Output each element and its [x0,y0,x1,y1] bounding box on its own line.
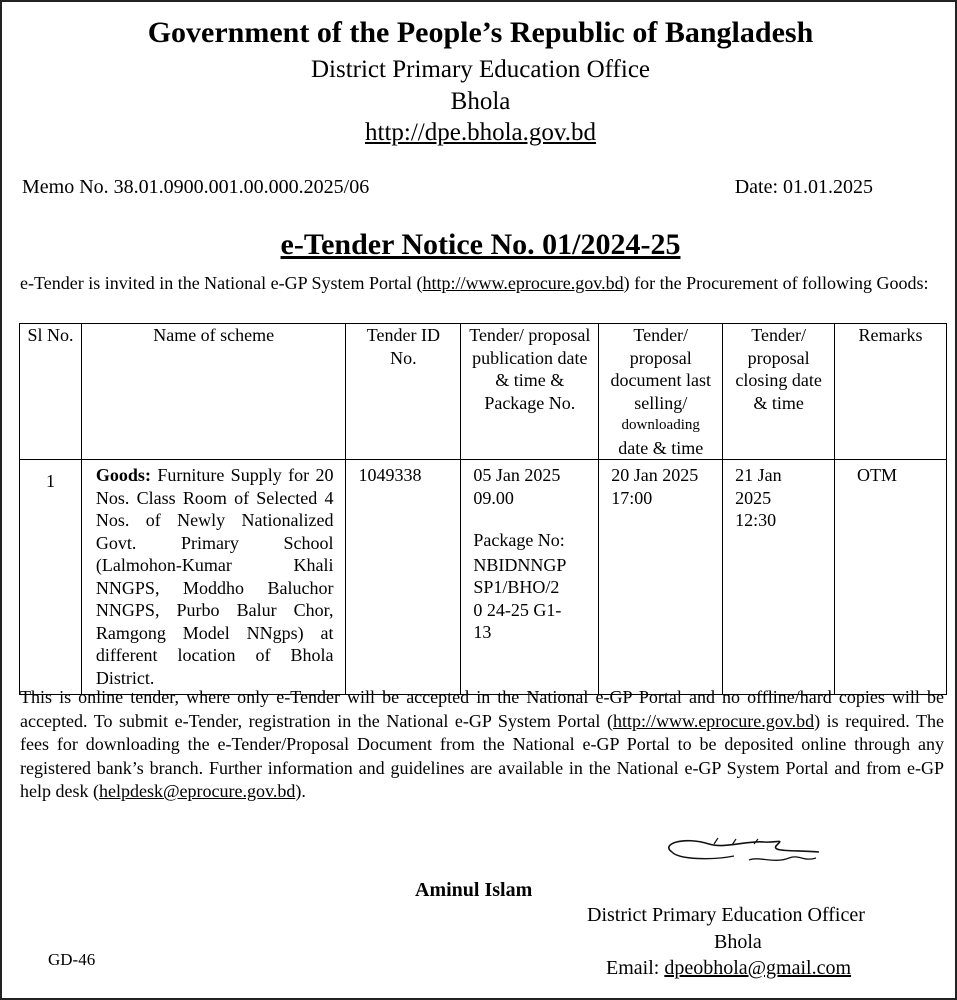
memo-date: Date: 01.01.2025 [734,176,873,198]
cell-closing [723,460,835,695]
intro-text-after: ) for the Procurement of following Goods: [623,273,929,293]
table-header-row [20,324,947,460]
header-selling-b: downloading [621,417,700,433]
package-label: Package No: [473,530,565,550]
eprocure-link[interactable]: http://www.eprocure.gov.bd [422,273,624,293]
office-name: District Primary Education Office [310,56,651,83]
cell-selling [599,460,723,695]
memo-number: Memo No. 38.01.0900.001.00.000.2025/06 [22,176,370,198]
cell-sl: 1 [20,460,82,695]
tender-table [19,323,947,695]
scheme-bold-label: Goods: [95,465,151,485]
cell-tender-id: 1049338 [346,460,461,695]
notice-title: e-Tender Notice No. 01/2024-25 [280,228,681,261]
closing-time: 12:30 [735,510,777,530]
email-label: Email: [606,957,665,979]
office-city: Bhola [450,88,511,115]
selling-time: 17:00 [611,487,653,508]
header-publication: Tender/ proposal publication date & time & Package No. [461,324,599,460]
cell-scheme [81,460,346,695]
header-tender-id: Tender ID No. [346,324,461,460]
footer-text-2: ) is required. The fees for downloading the e-Tender/Proposal Document from the National e-GP Portal to be deposited online through any registered bank’s branch. Further information and guidelines are available in the National e-GP System Portal and from e-GP help desk ( [20,710,944,801]
office-website-link[interactable]: http://dpe.bhola.gov.bd [365,119,596,146]
footer-paragraph [20,686,944,804]
closing-date: 21 Jan 2025 [735,465,782,508]
signature-image [654,830,824,870]
helpdesk-email-link[interactable]: helpdesk@eprocure.gov.bd [98,781,296,801]
intro-paragraph [20,272,932,295]
cell-remarks: OTM [835,460,947,695]
publication-time: 09.00 [473,487,514,508]
header-closing: Tender/ proposal closing date & time [723,324,835,460]
footer-text-3: ). [295,781,306,801]
header-selling-c: date & time [618,437,704,458]
selling-date: 20 Jan 2025 [611,465,699,485]
officer-name: Aminul Islam [415,879,533,901]
footer-text-1: This is online tender, where only e-Tender will be accepted in the National e-GP Portal and no offline/hard copies will be accepted. To submit e-Tender, registration in the National e-GP System Portal ( [20,687,944,731]
officer-city: Bhola [714,931,762,953]
header-scheme: Name of scheme [81,324,346,460]
officer-email-link[interactable]: dpeobhola@gmail.com [664,957,852,979]
cell-publication [461,460,599,695]
header-remarks: Remarks [835,324,947,460]
header-sl: Sl No. [20,324,82,460]
header-selling-a: Tender/ proposal document last selling/ [610,325,711,413]
footer-eprocure-link[interactable]: http://www.eprocure.gov.bd [612,710,815,731]
officer-designation: District Primary Education Officer [587,904,865,926]
government-heading: Government of the People’s Republic of Bangladesh [147,16,814,49]
gd-reference: GD-46 [48,950,96,969]
officer-email [2,957,957,980]
intro-text-before: e-Tender is invited in the National e-GP System Portal ( [20,273,423,293]
header-selling [599,324,723,460]
publication-date: 05 Jan 2025 [473,465,561,485]
table-row [20,460,947,695]
package-number: NBIDNNGP SP1/BHO/20 24-25 G1-13 [473,554,566,642]
scheme-text: Furniture Supply for 20 Nos. Class Room of Selected 4 Nos. of Newly Nationalized Govt. Primary School (Lalmohon-Kumar Khali NNGPS, Moddho Baluchor NNGPS, Purbo Balur Chor, Ramgong Model NNgps) at different location of Bhola District. [95,465,334,688]
